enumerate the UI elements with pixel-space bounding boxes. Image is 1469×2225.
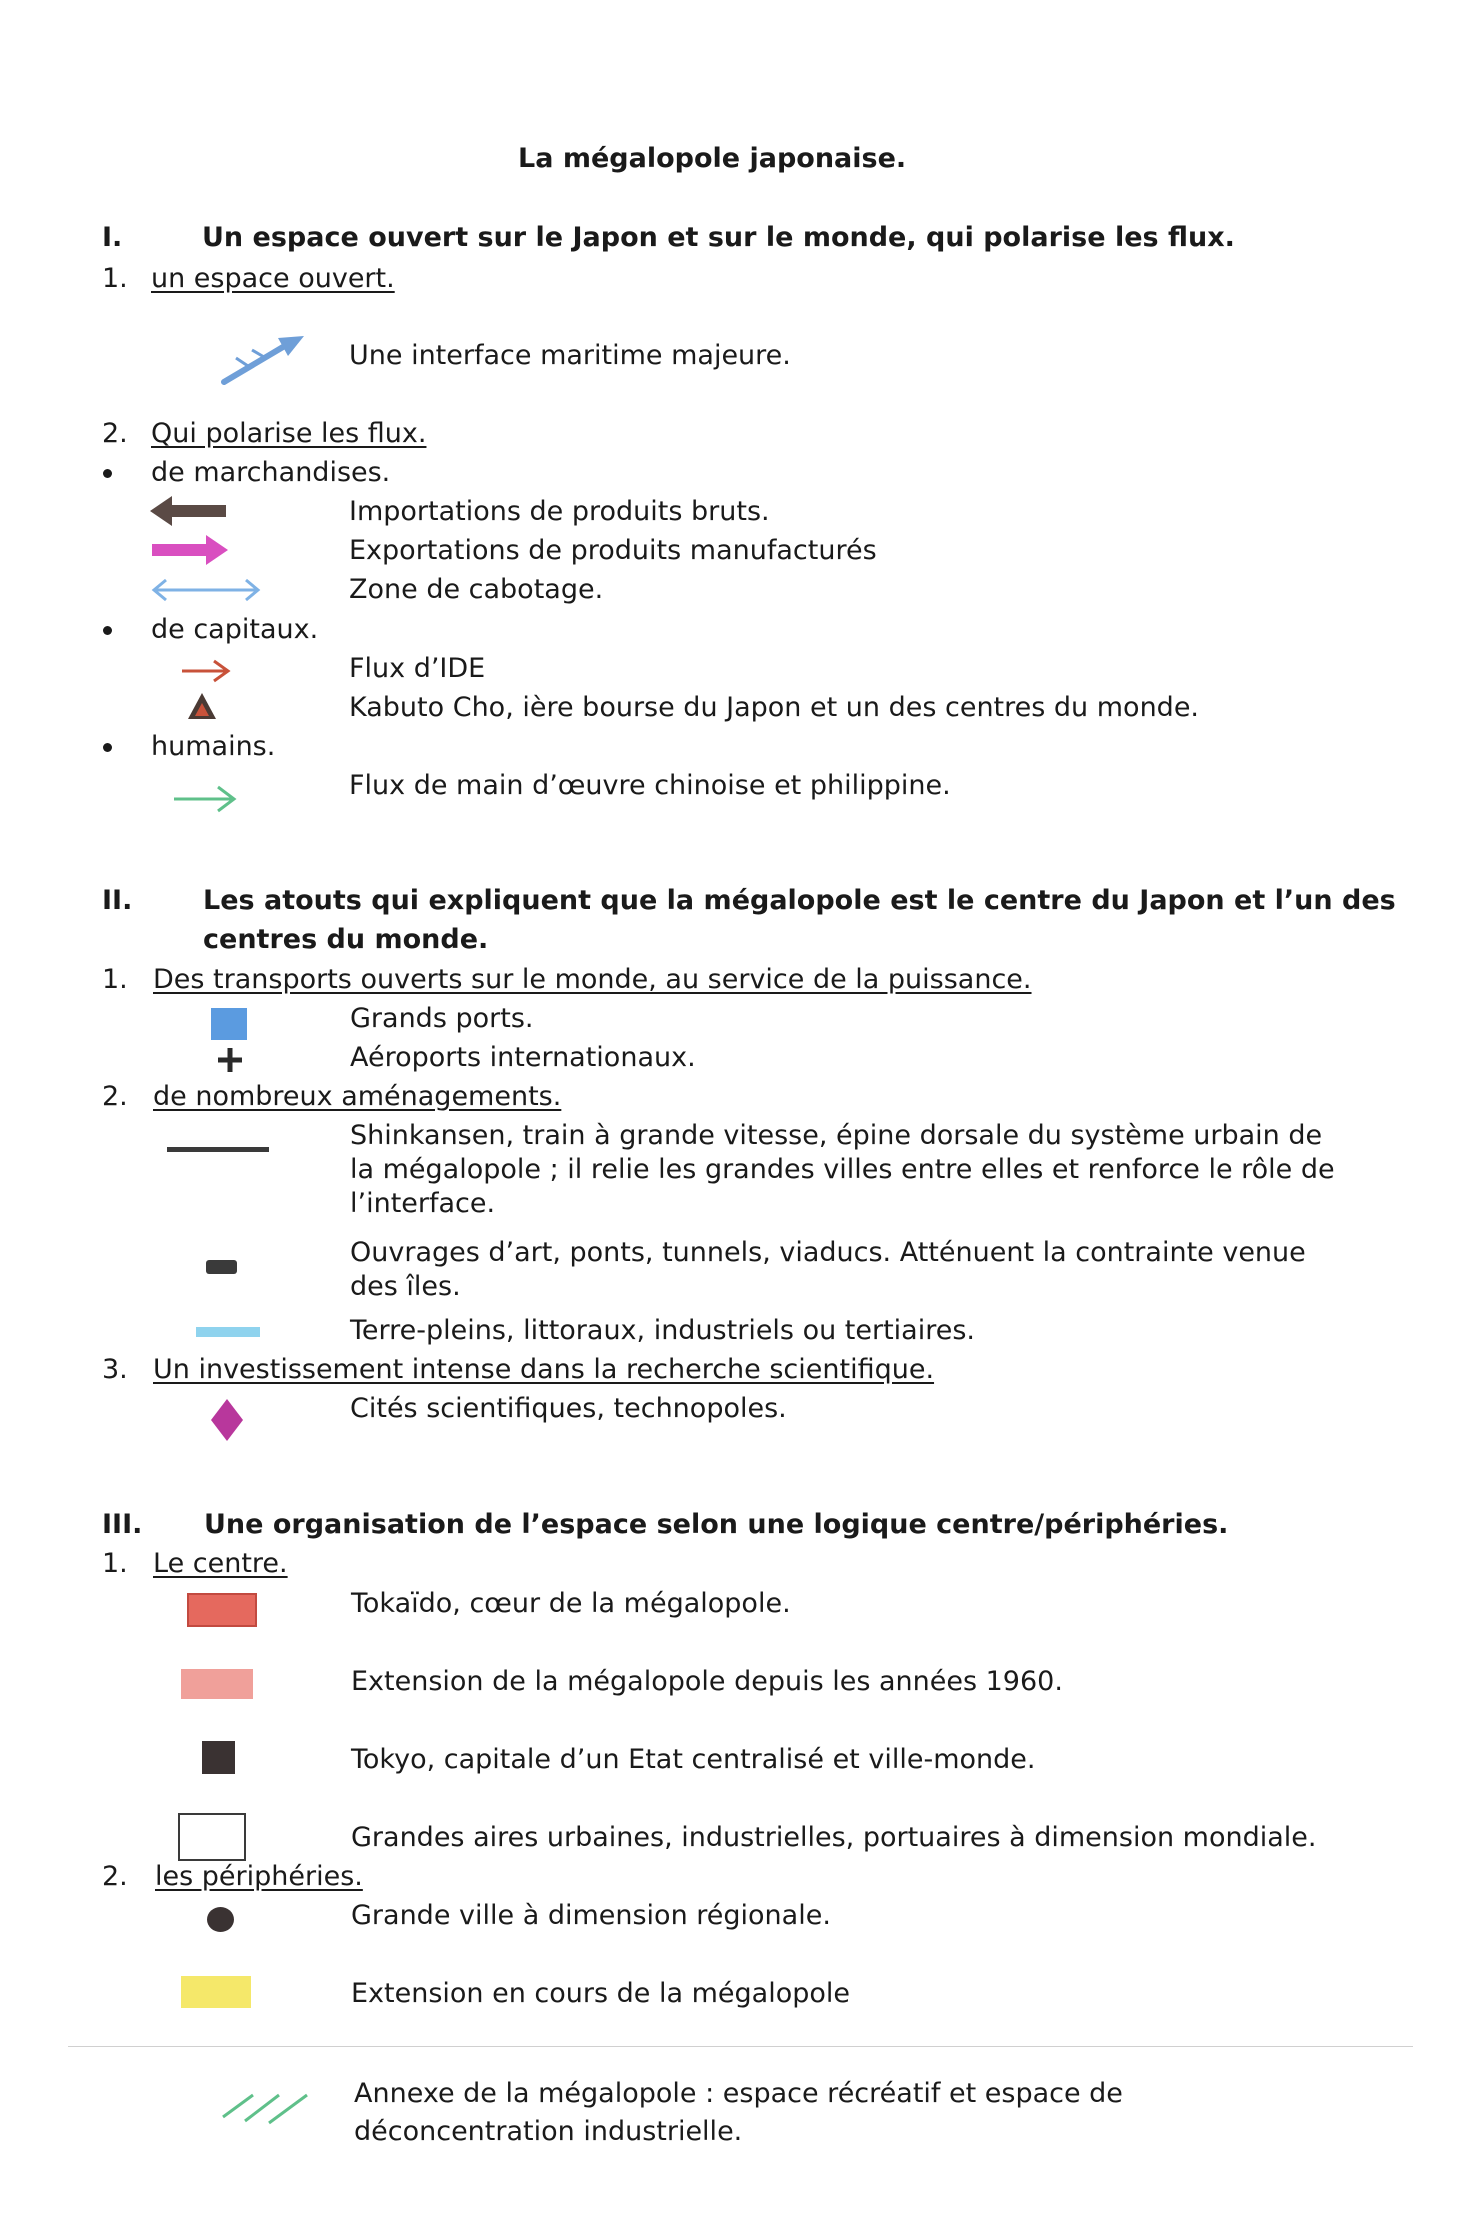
red-arrow-icon xyxy=(180,658,232,684)
airport-cross-icon xyxy=(216,1046,244,1074)
black-square-tokyo-icon xyxy=(202,1741,235,1774)
main-oeuvre-text: Flux de main d’œuvre chinoise et philippine. xyxy=(349,770,951,801)
stock-exchange-triangle-icon xyxy=(186,690,218,722)
blue-ship-arrow-icon xyxy=(218,330,308,390)
part1-s1-title: un espace ouvert. xyxy=(151,263,395,294)
part1-s2-number: 2. xyxy=(102,418,128,449)
annexe-text: Annexe de la mégalopole : espace récréatif et espace de déconcentration industrielle. xyxy=(354,2078,1123,2147)
ouvrages-art-text: Ouvrages d’art, ponts, tunnels, viaducs. Atténuent la contrainte venue des îles. xyxy=(350,1237,1306,1302)
aeroports-text: Aéroports internationaux. xyxy=(350,1042,696,1073)
black-circle-icon xyxy=(207,1907,234,1932)
exportations-text: Exportations de produits manufacturés xyxy=(349,535,877,566)
extension-en-cours-text: Extension en cours de la mégalopole xyxy=(351,1978,851,2009)
shinkansen-text: Shinkansen, train à grande vitesse, épine dorsale du système urbain de la mégalopole ; il relie les grandes villes entre elles et renforce le rôle de l’interface. xyxy=(350,1120,1335,1219)
yellow-rectangle-icon xyxy=(181,1976,251,2008)
part1-s2-title: Qui polarise les flux. xyxy=(151,418,427,449)
part3-number: III. xyxy=(102,1509,143,1540)
extension-1960-text: Extension de la mégalopole depuis les années 1960. xyxy=(351,1666,1063,1697)
part3-heading: Une organisation de l’espace selon une logique centre/périphéries. xyxy=(204,1509,1229,1540)
red-rectangle-icon xyxy=(187,1593,257,1627)
part3-s1-title: Le centre. xyxy=(153,1548,288,1579)
bullet xyxy=(103,743,112,752)
blue-square-port-icon xyxy=(211,1008,247,1040)
bridge-tunnel-icon xyxy=(206,1260,237,1274)
part3-s1-number: 1. xyxy=(102,1548,128,1579)
part2-s1-number: 1. xyxy=(102,964,128,995)
part2-s2-number: 2. xyxy=(102,1081,128,1112)
grande-ville-text: Grande ville à dimension régionale. xyxy=(351,1900,831,1931)
cyan-landfill-icon xyxy=(196,1327,260,1337)
grandes-aires-text: Grandes aires urbaines, industrielles, portuaires à dimension mondiale. xyxy=(351,1822,1317,1853)
bullet xyxy=(103,626,112,635)
ports-text: Grands ports. xyxy=(350,1003,534,1034)
part2-number: II. xyxy=(102,885,133,916)
kabuto-cho-text: Kabuto Cho, ière bourse du Japon et un des centres du monde. xyxy=(349,692,1200,723)
part1-number: I. xyxy=(102,222,123,253)
interface-maritime-text: Une interface maritime majeure. xyxy=(349,340,791,371)
divider xyxy=(68,2046,1413,2047)
bullet-humains-label: humains. xyxy=(151,731,276,762)
part2-s1-title: Des transports ouverts sur le monde, au service de la puissance. xyxy=(153,964,1032,995)
brown-import-arrow-icon xyxy=(148,494,228,528)
cites-scientifiques-text: Cités scientifiques, technopoles. xyxy=(350,1393,787,1424)
part3-s2-number: 2. xyxy=(102,1861,128,1892)
empty-rectangle-icon xyxy=(178,1813,246,1861)
importations-text: Importations de produits bruts. xyxy=(349,496,770,527)
tokaido-text: Tokaïdo, cœur de la mégalopole. xyxy=(351,1588,791,1619)
green-hatching-icon xyxy=(219,2087,311,2125)
cabotage-text: Zone de cabotage. xyxy=(349,574,604,605)
shinkansen-line-icon xyxy=(167,1147,269,1152)
page-title: La mégalopole japonaise. xyxy=(518,143,907,174)
purple-diamond-icon xyxy=(209,1397,245,1443)
part2-s3-title: Un investissement intense dans la recherche scientifique. xyxy=(153,1354,935,1385)
part3-s2-title: les périphéries. xyxy=(155,1861,363,1892)
green-arrow-icon xyxy=(172,783,238,813)
part1-heading: Un espace ouvert sur le Japon et sur le monde, qui polarise les flux. xyxy=(202,222,1235,253)
part2-s2-title: de nombreux aménagements. xyxy=(153,1081,562,1112)
part2-s3-number: 3. xyxy=(102,1354,128,1385)
bullet-capitaux-label: de capitaux. xyxy=(151,614,319,645)
tokyo-text: Tokyo, capitale d’un Etat centralisé et ville-monde. xyxy=(351,1744,1036,1775)
light-red-rectangle-icon xyxy=(181,1669,253,1699)
part2-heading-line2: centres du monde. xyxy=(203,924,489,955)
bullet xyxy=(103,469,112,478)
part2-heading-line1: Les atouts qui expliquent que la mégalopole est le centre du Japon et l’un des xyxy=(203,885,1396,916)
pink-export-arrow-icon xyxy=(150,533,230,567)
ide-text: Flux d’IDE xyxy=(349,653,486,684)
terre-pleins-text: Terre-pleins, littoraux, industriels ou tertiaires. xyxy=(350,1315,975,1346)
bullet-marchandises-label: de marchandises. xyxy=(151,457,391,488)
blue-double-arrow-icon xyxy=(150,577,262,603)
part1-s1-number: 1. xyxy=(102,263,128,294)
